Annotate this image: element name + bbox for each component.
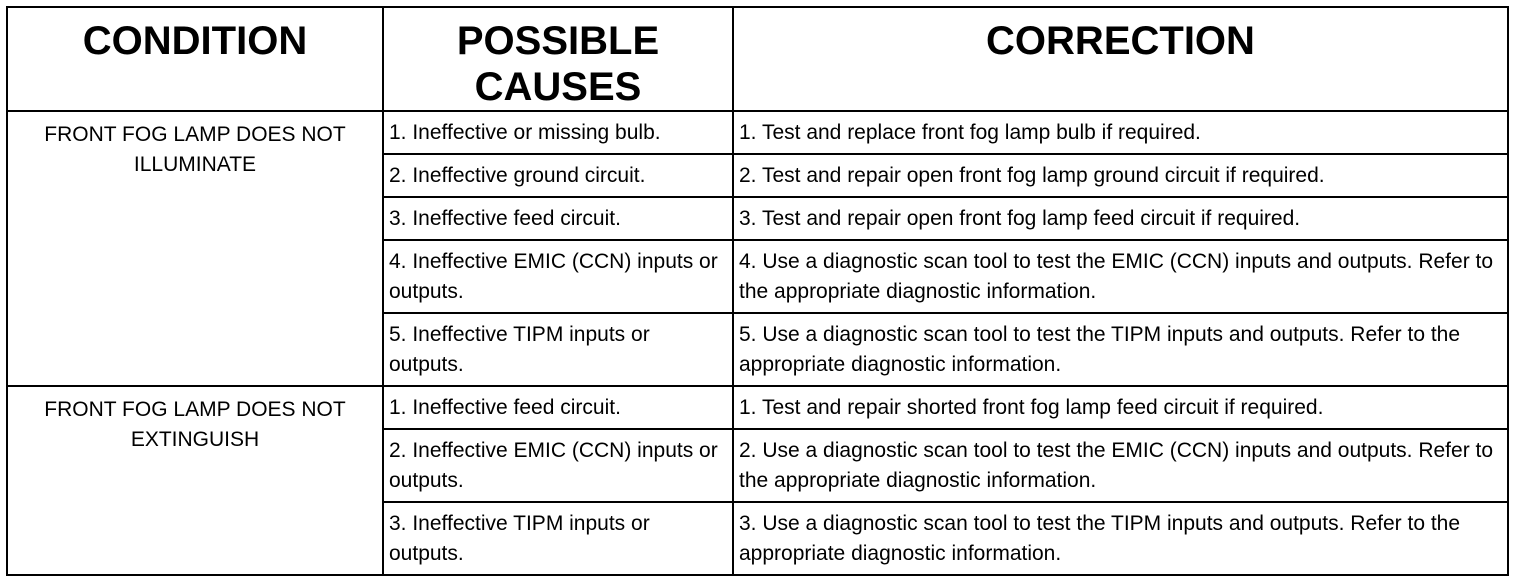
correction-cell: 5. Use a diagnostic scan tool to test the TIPM inputs and outputs. Refer to the appropriate diagnostic information. — [733, 313, 1508, 386]
correction-cell: 3. Use a diagnostic scan tool to test the TIPM inputs and outputs. Refer to the appropriate diagnostic information. — [733, 502, 1508, 575]
correction-cell: 2. Use a diagnostic scan tool to test the EMIC (CCN) inputs and outputs. Refer to the appropriate diagnostic information. — [733, 429, 1508, 502]
table-row — [7, 386, 1508, 429]
cause-cell: 1. Ineffective or missing bulb. — [383, 111, 733, 154]
cause-cell: 1. Ineffective feed circuit. — [383, 386, 733, 429]
diagnosis-table — [6, 6, 1509, 576]
correction-cell: 2. Test and repair open front fog lamp ground circuit if required. — [733, 154, 1508, 197]
cause-cell: 3. Ineffective feed circuit. — [383, 197, 733, 240]
correction-cell: 1. Test and replace front fog lamp bulb if required. — [733, 111, 1508, 154]
table-row — [7, 111, 1508, 154]
cause-cell: 4. Ineffective EMIC (CCN) inputs or outputs. — [383, 240, 733, 313]
condition-cell — [7, 111, 383, 386]
correction-cell: 3. Test and repair open front fog lamp feed circuit if required. — [733, 197, 1508, 240]
cause-cell: 3. Ineffective TIPM inputs or outputs. — [383, 502, 733, 575]
correction-cell: 1. Test and repair shorted front fog lamp feed circuit if required. — [733, 386, 1508, 429]
header-condition: CONDITION — [7, 7, 383, 111]
cause-cell: 2. Ineffective ground circuit. — [383, 154, 733, 197]
condition-text: FRONT FOG LAMP DOES NOT EXTINGUISH — [44, 398, 346, 451]
header-row — [7, 7, 1508, 111]
condition-cell — [7, 386, 383, 575]
cause-cell: 2. Ineffective EMIC (CCN) inputs or outputs. — [383, 429, 733, 502]
cause-cell: 5. Ineffective TIPM inputs or outputs. — [383, 313, 733, 386]
correction-cell: 4. Use a diagnostic scan tool to test the EMIC (CCN) inputs and outputs. Refer to the appropriate diagnostic information. — [733, 240, 1508, 313]
header-possible-causes: POSSIBLE CAUSES — [383, 7, 733, 111]
condition-text: FRONT FOG LAMP DOES NOT ILLUMINATE — [44, 123, 346, 176]
header-correction: CORRECTION — [733, 7, 1508, 111]
